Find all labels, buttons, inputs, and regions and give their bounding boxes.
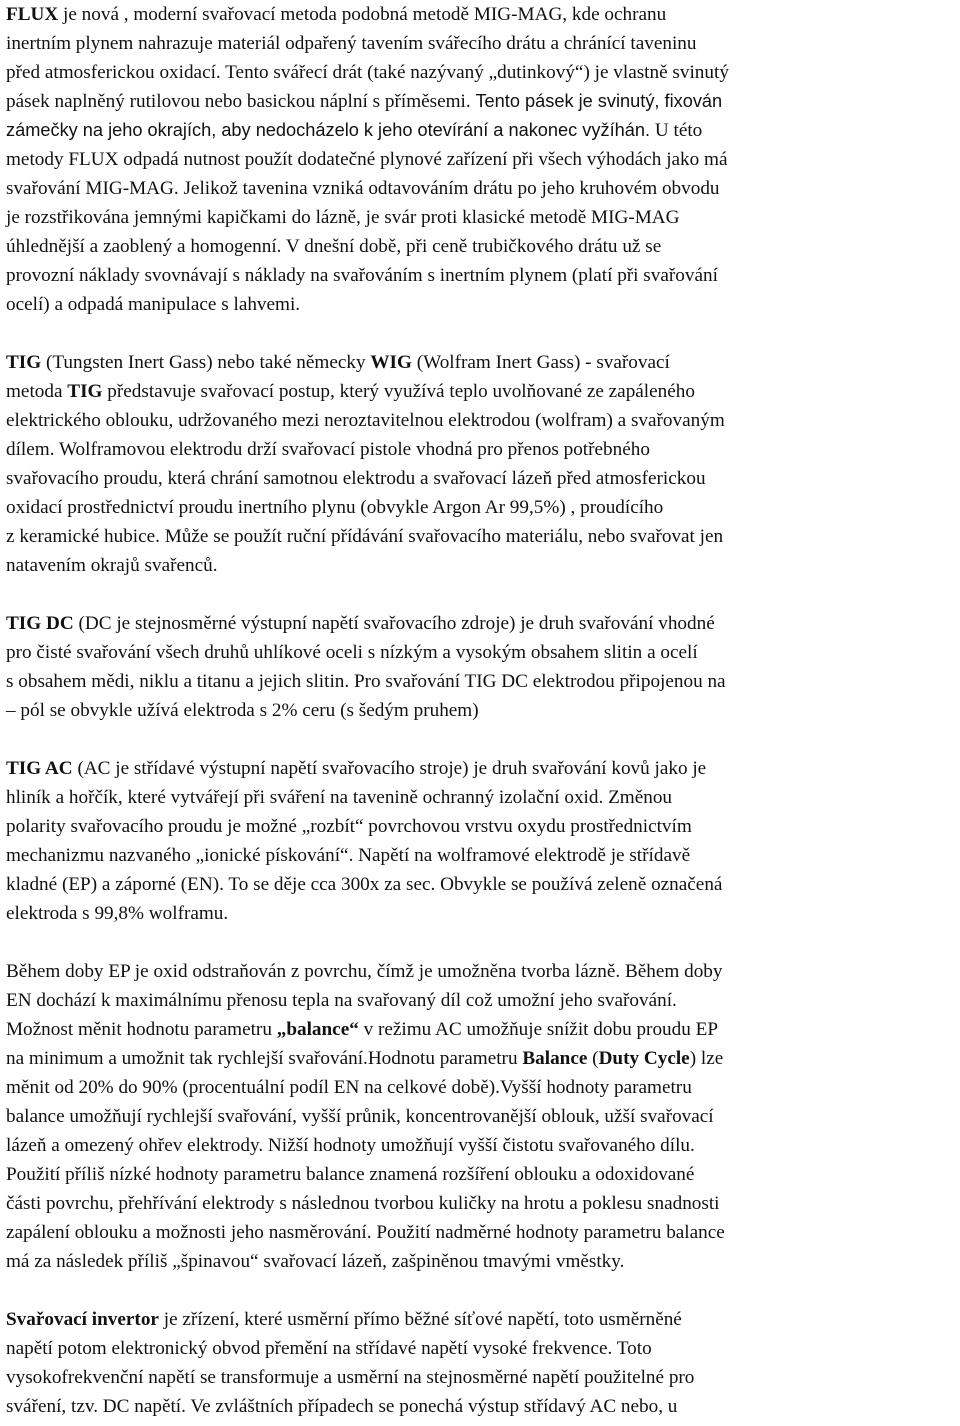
text-run: – pól se obvykle užívá elektroda s 2% ceru (s šedým pruhem): [6, 700, 479, 721]
text-run: mechanizmu nazvaného „ionické pískování“. Napětí na wolframové elektrodě je střídavě: [6, 845, 691, 866]
text-run: části povrchu, přehřívání elektrody s následnou tvorbou kuličky na hrotu a poklesu snadnosti: [6, 1193, 720, 1214]
text-run: (: [73, 613, 85, 634]
text-line: [6, 1189, 956, 1218]
text-run: hliník a hořčík, které vytvářejí při sváření na tavenině ochranný izolační oxid. Změnou: [6, 787, 673, 808]
text-run: ) lze: [689, 1048, 724, 1069]
text-run: v režimu AC umožňuje snížit dobu proudu EP: [358, 1019, 719, 1040]
text-run: Během doby EP je oxid odstraňován z povrchu, čímž je umožněna tvorba lázně. Během doby: [6, 961, 723, 982]
text-run: dílem. Wolframovou elektrodu drží svařovací pistole vhodná pro přenos potřebného: [6, 439, 650, 460]
text-line: [6, 377, 956, 406]
text-line: [6, 58, 956, 87]
text-run: zapálení oblouku a možnosti jeho nasměrování. Použití nadměrné hodnoty parametru balance: [6, 1222, 725, 1243]
bold-term: TIG DC: [6, 613, 74, 634]
bold-term: FLUX: [6, 4, 59, 25]
text-line: [6, 261, 956, 290]
bold-term: WIG: [370, 352, 412, 373]
text-line: [6, 493, 956, 522]
paragraph-gap: [6, 928, 956, 957]
paragraph-tig: [6, 348, 956, 580]
text-run: kladné (EP) a záporné (EN). To se děje cca 300x za sec. Obvykle se používá zeleně označená: [6, 874, 723, 895]
text-line: [6, 87, 956, 116]
paragraph-balance: [6, 957, 956, 1276]
text-run: U této: [650, 120, 703, 141]
text-line: [6, 145, 956, 174]
paragraph-gap: [6, 580, 956, 609]
paragraph-gap: [6, 319, 956, 348]
text-line: [6, 232, 956, 261]
bold-term: Balance: [522, 1048, 588, 1069]
text-run: pásek naplněný rutilovou nebo basickou náplní s příměsemi.: [6, 91, 476, 112]
text-run: vysokofrekvenční napětí se transformuje a usměrní na stejnosměrné napětí použitelné pro: [6, 1367, 695, 1388]
text-run: je zřízení, které usměrní přímo běžné síťové napětí, toto usměrněné: [158, 1309, 682, 1330]
bold-term: TIG: [6, 352, 42, 373]
text-run: na minimum a umožnit tak rychlejší svařování.Hodnotu parametru: [6, 1048, 523, 1069]
text-line: [6, 435, 956, 464]
bold-term: „balance“: [276, 1019, 359, 1040]
text-run: lázeň a omezený ohřev elektrody. Nižší hodnoty umožňují vyšší čistotu svařovaného dílu.: [6, 1135, 695, 1156]
text-line: [6, 29, 956, 58]
bold-term: Svařovací invertor: [6, 1309, 159, 1330]
paragraph-invertor: [6, 1305, 956, 1421]
text-line: [6, 1102, 956, 1131]
text-run: oxidací prostřednictví proudu inertního plynu (obvykle Argon Ar 99,5%) , proudícího: [6, 497, 664, 518]
bold-term: Duty Cycle: [598, 1048, 690, 1069]
text-line: [6, 290, 956, 319]
text-line: [6, 116, 956, 145]
text-run: inertním plynem nahrazuje materiál odpařený tavením svářecího drátu a chránící taveninu: [6, 33, 697, 54]
text-run: sváření, tzv. DC napětí. Ve zvláštních případech se ponechá výstup střídavý AC nebo, u: [6, 1396, 678, 1417]
text-run: elektrického oblouku, udržovaného mezi neroztavitelnou elektrodou (wolfram) a svařovaným: [6, 410, 725, 431]
text-line: [6, 1160, 956, 1189]
text-line: [6, 1131, 956, 1160]
text-run: (: [587, 1048, 599, 1069]
text-run: před atmosferickou oxidací. Tento svářecí drát (také nazývaný „dutinkový“) je vlastně svinutý: [6, 62, 729, 83]
text-line: [6, 812, 956, 841]
paragraph-flux: [6, 0, 956, 319]
text-run: je nová , moderní svařovací metoda podobná metodě MIG-MAG, kde ochranu: [58, 4, 667, 25]
paragraph-tig-dc: [6, 609, 956, 725]
text-line: [6, 986, 956, 1015]
text-line: [6, 1392, 956, 1421]
text-line: [6, 522, 956, 551]
text-run: má za následek příliš „špinavou“ svařovací lázeň, zašpiněnou tmavými vměstky.: [6, 1251, 625, 1272]
text-run: představuje svařovací postup, který využívá teplo uvolňované ze zapáleného: [102, 381, 695, 402]
text-line: [6, 0, 956, 29]
text-line: [6, 957, 956, 986]
text-line: [6, 783, 956, 812]
bold-term: TIG: [67, 381, 103, 402]
text-line: [6, 1247, 956, 1276]
text-run: metoda: [6, 381, 68, 402]
text-run: (Tungsten Inert Gass) nebo také německy: [41, 352, 371, 373]
text-line: [6, 406, 956, 435]
text-run: Možnost měnit hodnotu parametru: [6, 1019, 277, 1040]
text-run: napětí potom elektronický obvod přemění na střídavé napětí vysoké frekvence. Toto: [6, 1338, 652, 1359]
text-run: úhlednější a zaoblený a homogenní. V dnešní době, při ceně trubičkového drátu už se: [6, 236, 662, 257]
text-line: [6, 174, 956, 203]
paragraph-gap: [6, 725, 956, 754]
bold-term: TIG AC: [6, 758, 73, 779]
text-run: Tento pásek je svinutý, fixován: [475, 91, 723, 111]
text-run: měnit od 20% do 90% (procentuální podíl EN na celkové době).Vyšší hodnoty parametru: [6, 1077, 692, 1098]
text-run: polarity svařovacího proudu je možné „rozbít“ povrchovou vrstvu oxydu prostřednictvím: [6, 816, 692, 837]
text-run: ocelí) a odpadá manipulace s lahvemi.: [6, 294, 301, 315]
text-run: EN dochází k maximálnímu přenosu tepla na svařovaný díl což umožní jeho svařování.: [6, 990, 677, 1011]
text-run: (Wolfram Inert Gass) - svařovací: [411, 352, 670, 373]
text-run: natavením okrajů svařenců.: [6, 555, 218, 576]
text-line: [6, 1334, 956, 1363]
text-line: [6, 1218, 956, 1247]
text-run: z keramické hubice. Může se použít ruční přídávání svařovacího materiálu, nebo svařovat jen: [6, 526, 724, 547]
text-run: s obsahem mědi, niklu a titanu a jejich slitin. Pro svařování TIG DC elektrodou připojenou na: [6, 671, 726, 692]
text-line: [6, 1044, 956, 1073]
text-line: [6, 870, 956, 899]
paragraph-gap: [6, 1276, 956, 1305]
text-line: [6, 638, 956, 667]
text-run: provozní náklady svovnávají s náklady na svařováním s inertním plynem (platí při svařování: [6, 265, 718, 286]
document-page: [6, 0, 956, 1421]
text-run: metody FLUX odpadá nutnost použít dodatečné plynové zařízení při všech výhodách jako má: [6, 149, 728, 170]
text-run: je rozstřikována jemnými kapičkami do lázně, je svár proti klasické metodě MIG-MAG: [6, 207, 680, 228]
text-line: [6, 1015, 956, 1044]
text-line: [6, 203, 956, 232]
text-run: DC je stejnosměrné výstupní napětí svařovacího zdroje) je druh svařování vhodné: [84, 613, 715, 634]
text-run: Použití příliš nízké hodnoty parametru balance znamená rozšíření oblouku a odoxidované: [6, 1164, 695, 1185]
text-run: balance umožňují rychlejší svařování, vyšší průnik, koncentrovanější oblouk, užší svařovací: [6, 1106, 714, 1127]
paragraph-tig-ac: [6, 754, 956, 928]
text-run: svařování MIG-MAG. Jelikož tavenina vzniká odtavováním drátu po jeho kruhovém obvodu: [6, 178, 720, 199]
text-line: [6, 348, 956, 377]
text-run: pro čisté svařování všech druhů uhlíkové oceli s nízkým a vysokým obsahem slitin a ocelí: [6, 642, 698, 663]
text-line: [6, 551, 956, 580]
text-line: [6, 696, 956, 725]
text-run: (AC je střídavé výstupní napětí svařovacího stroje) je druh svařování kovů jako je: [72, 758, 707, 779]
text-run: zámečky na jeho okrajích, aby nedocházelo k jeho otevírání a nakonec vyžíhán.: [6, 120, 651, 140]
text-line: [6, 1073, 956, 1102]
text-line: [6, 841, 956, 870]
text-line: [6, 899, 956, 928]
text-line: [6, 1305, 956, 1334]
text-line: [6, 667, 956, 696]
text-line: [6, 754, 956, 783]
text-line: [6, 609, 956, 638]
text-line: [6, 1363, 956, 1392]
text-run: svařovacího proudu, která chrání samotnou elektrodu a svařovací lázeň před atmosferickou: [6, 468, 706, 489]
text-run: elektroda s 99,8% wolframu.: [6, 903, 229, 924]
text-line: [6, 464, 956, 493]
